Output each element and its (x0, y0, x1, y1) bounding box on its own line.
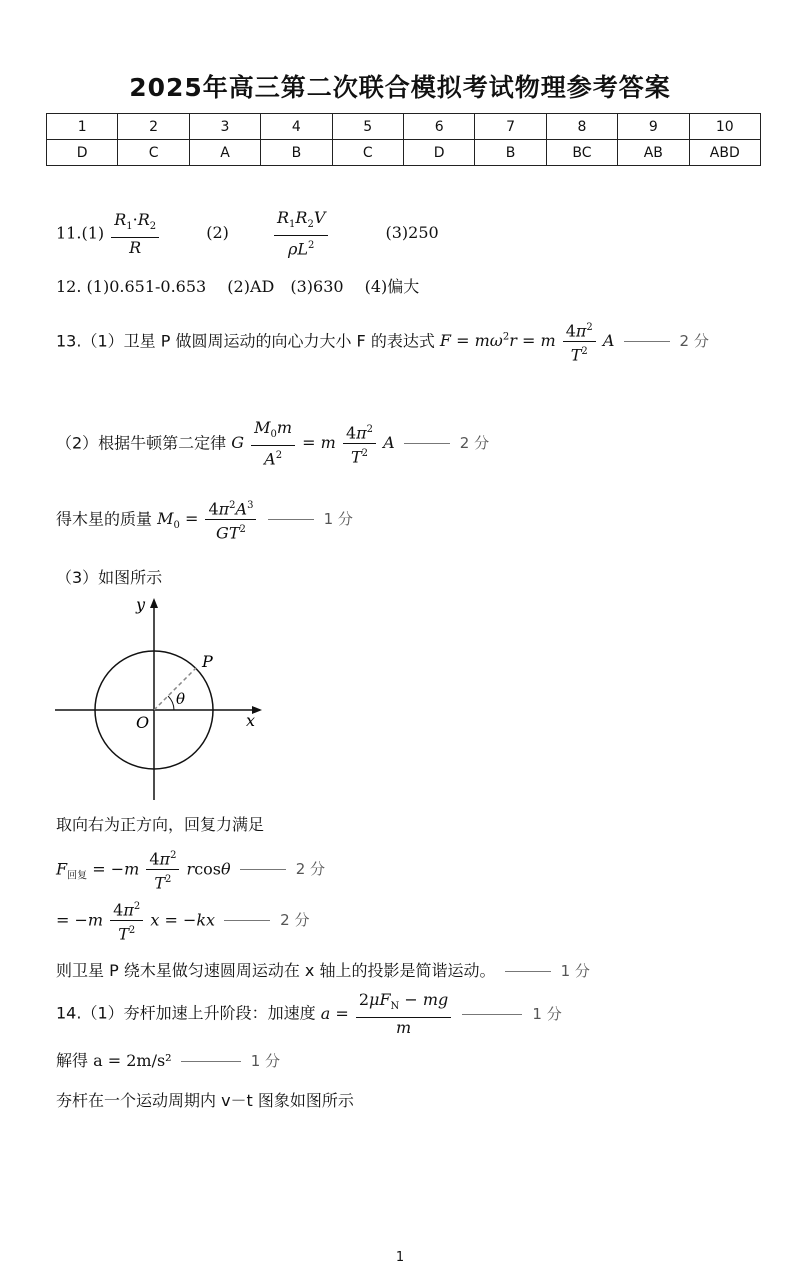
q13-part1-text: 13.（1）卫星 P 做圆周运动的向心力大小 F 的表达式 (56, 331, 435, 351)
question-number: 2 (118, 114, 189, 140)
q14-acceleration-formula: a = $\frac{2\mu F_N - mg}{m}$ (321, 1004, 459, 1023)
q13-part2-text: （2）根据牛顿第二定律 (56, 433, 227, 453)
q12-line: 12. (1)0.651-0.653 (2)AD (3)630 (4)偏大 (56, 277, 420, 296)
origin-label: O (136, 713, 150, 732)
question-number: 8 (546, 114, 617, 140)
question-number: 6 (403, 114, 474, 140)
score-label: 1 分 (250, 1052, 280, 1070)
q14-solve-line (56, 1048, 280, 1071)
score-label: 2 分 (459, 434, 490, 453)
x-axis-label: x (246, 711, 256, 730)
score-label: 1 分 (560, 962, 590, 980)
q14-part1-line (56, 990, 562, 1038)
question-number: 9 (618, 114, 689, 140)
q13-restoring-force-line: $F_{回复} = -m$ $\frac{4\pi^2}{T^2}$ rcosθ 2 分 (56, 846, 325, 894)
q13-part1-line (56, 318, 709, 366)
answer-cell: ABD (689, 140, 760, 166)
q13-part2-formula: G $\frac{M_0m}{A^2}$ = m $\frac{4\pi^2}{T^2}$ A (231, 418, 395, 469)
q14-solve-value: a = 2m/s² (93, 1051, 172, 1070)
q13-mass-line (56, 496, 353, 544)
q13-mass-text: 得木星的质量 (56, 509, 153, 529)
page-title: 2025年高三第二次联合模拟考试物理参考答案 (129, 73, 671, 102)
answer-cell: B (261, 140, 332, 166)
radius-line (154, 668, 196, 710)
q11-part2-label: (2) (206, 223, 229, 243)
answer-cell: A (189, 140, 260, 166)
q13-conclusion-line (56, 958, 590, 981)
q11-part3: (3)250 (385, 223, 439, 243)
question-number: 7 (475, 114, 546, 140)
answer-cell: C (118, 140, 189, 166)
question-number: 4 (261, 114, 332, 140)
q11-formula-2: $\frac{R_1R_2V}{\rho L^2}$ (274, 208, 328, 260)
q14-part1-text: 14.（1）夯杆加速上升阶段：加速度 (56, 1003, 316, 1023)
page-number: 1 (395, 1250, 405, 1265)
q13-part3-text: （3）如图所示 (56, 568, 163, 587)
question-number: 10 (689, 114, 760, 140)
q13-direction-text: 取向右为正方向，回复力满足 (56, 815, 265, 834)
q11-line (56, 208, 439, 260)
q14-vt-text: 夯杆在一个运动周期内 v－t 图象如图所示 (56, 1091, 354, 1110)
answer-cell: BC (546, 140, 617, 166)
question-number: 1 (47, 114, 118, 140)
answer-table-header-row (47, 114, 761, 140)
angle-label: θ (176, 690, 186, 708)
q13-conclusion-text: 则卫星 P 绕木星做匀速圆周运动在 x 轴上的投影是简谐运动。 (56, 961, 496, 980)
q13-mass-formula: $M_0$ = $\frac{4\pi^2A^3}{GT^2}$ (157, 509, 263, 528)
score-label: 1 分 (323, 510, 353, 529)
score-label: 2 分 (280, 911, 310, 930)
y-axis-label: y (136, 595, 146, 614)
q13-part1-formula: $F = m\omega^2r = m$ $\frac{4\pi^2}{T^2}$ A (440, 331, 620, 350)
score-label: 2 分 (679, 332, 709, 351)
circle-diagram (50, 590, 270, 805)
angle-arc (168, 696, 174, 710)
answer-cell: B (475, 140, 546, 166)
answer-cell: C (332, 140, 403, 166)
question-number: 5 (332, 114, 403, 140)
answer-cell: AB (618, 140, 689, 166)
q14-solve-text: 解得 (56, 1051, 89, 1070)
q11-label: 11.(1) (56, 223, 105, 243)
answer-cell: D (47, 140, 118, 166)
answer-table-answer-row (47, 140, 761, 166)
q11-formula-1: $\frac{R_1\cdot R_2}{R}$ (111, 210, 159, 258)
answer-cell: D (403, 140, 474, 166)
q13-part2-line (56, 418, 489, 470)
q13-restoring-force-line-2: = −m $\frac{4\pi^2}{T^2}$ x = −kx 2 分 (56, 897, 309, 945)
answer-table (46, 113, 761, 166)
y-axis-arrow-icon (150, 598, 158, 608)
score-label: 2 分 (295, 860, 326, 879)
score-label: 1 分 (532, 1004, 562, 1023)
point-p-label: P (202, 652, 213, 671)
question-number: 3 (189, 114, 260, 140)
